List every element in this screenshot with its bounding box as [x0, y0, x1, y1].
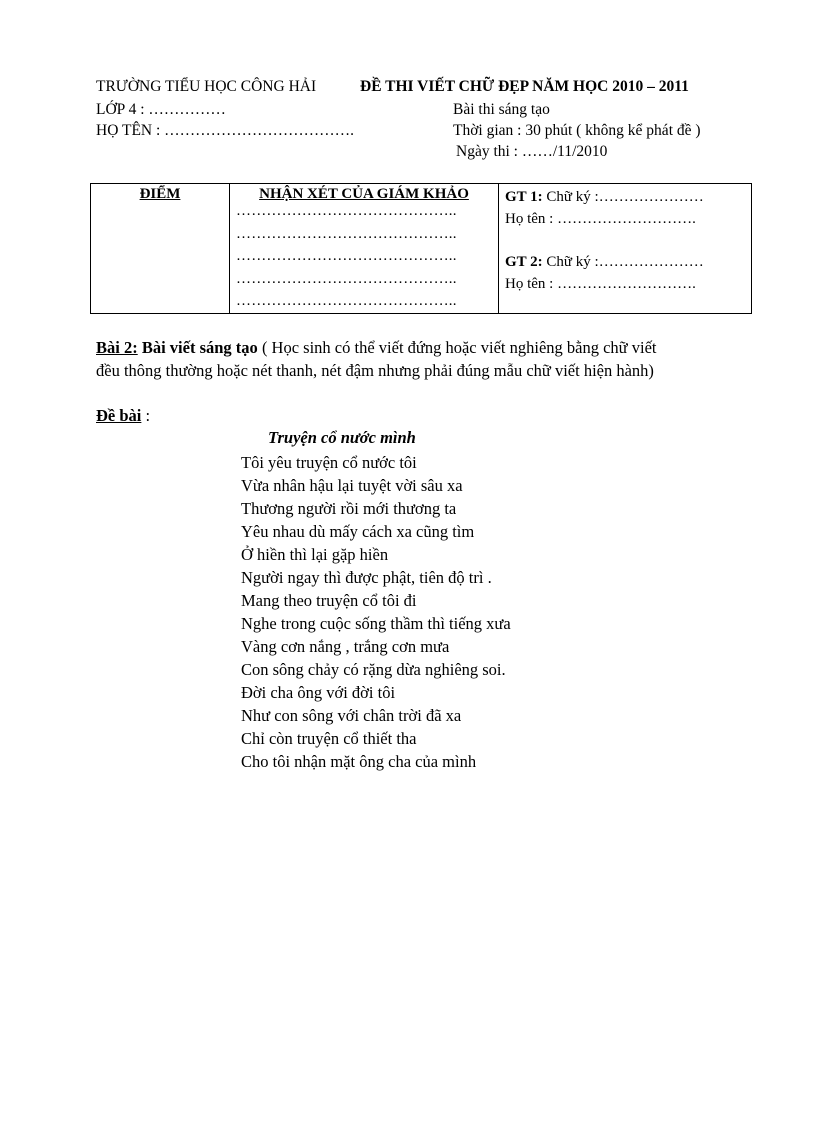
- poem: [241, 451, 511, 773]
- examiner-1-signature-field: Chữ ký :…………………: [542, 189, 704, 205]
- poem-line: Nghe trong cuộc sống thầm thì tiếng xưa: [241, 614, 511, 633]
- examiner-cell: [499, 184, 752, 314]
- examiner-2-label: GT 2:: [505, 254, 543, 270]
- poem-line: Yêu nhau dù mấy cách xa cũng tìm: [241, 522, 475, 541]
- score-cell: [91, 184, 230, 314]
- poem-line: Như con sông với chân trời đã xa: [241, 706, 462, 725]
- examiner-2-signature-field: Chữ ký :…………………: [542, 254, 704, 270]
- comments-header: NHẬN XÉT CỦA GIÁM KHẢO: [259, 186, 469, 202]
- task-line-1: [96, 336, 656, 360]
- exam-date: Ngày thi : ……/11/2010: [456, 143, 608, 160]
- poem-line: Tôi yêu truyện cổ nước tôi: [241, 453, 417, 472]
- comment-line: ……………………………………..: [236, 203, 457, 219]
- score-header: ĐIỂM: [139, 186, 181, 202]
- examiner-1-label: GT 1:: [505, 189, 543, 205]
- poem-line: Ở hiền thì lại gặp hiền: [241, 545, 389, 564]
- grading-table: [90, 183, 752, 314]
- exam-type: Bài thi sáng tạo: [453, 101, 550, 118]
- comment-line: ……………………………………..: [236, 248, 457, 264]
- comments-cell: [230, 184, 499, 314]
- examiner-2-name: Họ tên : ……………………….: [505, 276, 696, 292]
- examiner-1-signature: [499, 184, 751, 208]
- task-instruction-1: ( Học sinh có thể viết đứng hoặc viết nghiêng bằng chữ viết: [257, 338, 657, 357]
- examiner-2-signature: [499, 251, 751, 273]
- prompt-suffix: :: [141, 406, 151, 425]
- comment-line: ……………………………………..: [236, 225, 457, 242]
- prompt-heading: [96, 404, 150, 428]
- poem-line: Vừa nhân hậu lại tuyệt vời sâu xa: [241, 476, 463, 495]
- student-name-line: HỌ TÊN : ……………………………….: [96, 122, 355, 139]
- exam-title: ĐỀ THI VIẾT CHỮ ĐẸP NĂM HỌC 2010 – 2011: [360, 78, 689, 95]
- poem-line: Cho tôi nhận mặt ông cha của mình: [241, 752, 477, 771]
- poem-title: Truyện cổ nước mình: [268, 428, 416, 447]
- task-label: Bài 2:: [96, 338, 138, 357]
- comment-line: ……………………………………..: [236, 270, 457, 287]
- poem-line: Đời cha ông với đời tôi: [241, 683, 396, 702]
- poem-line: Mang theo truyện cổ tôi đi: [241, 591, 417, 610]
- prompt-label: Đề bài: [96, 406, 142, 425]
- comment-line: ……………………………………..: [236, 293, 457, 309]
- poem-line: Con sông chảy có rặng dừa nghiêng soi.: [241, 660, 506, 679]
- class-line: LỚP 4 : ……………: [96, 101, 226, 118]
- examiner-1-name: Họ tên : ……………………….: [505, 211, 696, 227]
- poem-line: Vàng cơn nắng , trắng cơn mưa: [241, 637, 450, 656]
- exam-time: Thời gian : 30 phút ( không kể phát đề ): [453, 122, 701, 139]
- school-name: TRƯỜNG TIỂU HỌC CÔNG HẢI: [96, 78, 317, 95]
- task-instruction-2: đều thông thường hoặc nét thanh, nét đậm nhưng phải đúng mẫu chữ viết hiện hành): [96, 361, 654, 380]
- poem-line: Thương người rồi mới thương ta: [241, 499, 457, 518]
- poem-line: Người ngay thì được phật, tiên độ trì .: [241, 568, 492, 587]
- poem-line: Chỉ còn truyện cổ thiết tha: [241, 729, 417, 748]
- task-title: Bài viết sáng tạo: [137, 338, 258, 357]
